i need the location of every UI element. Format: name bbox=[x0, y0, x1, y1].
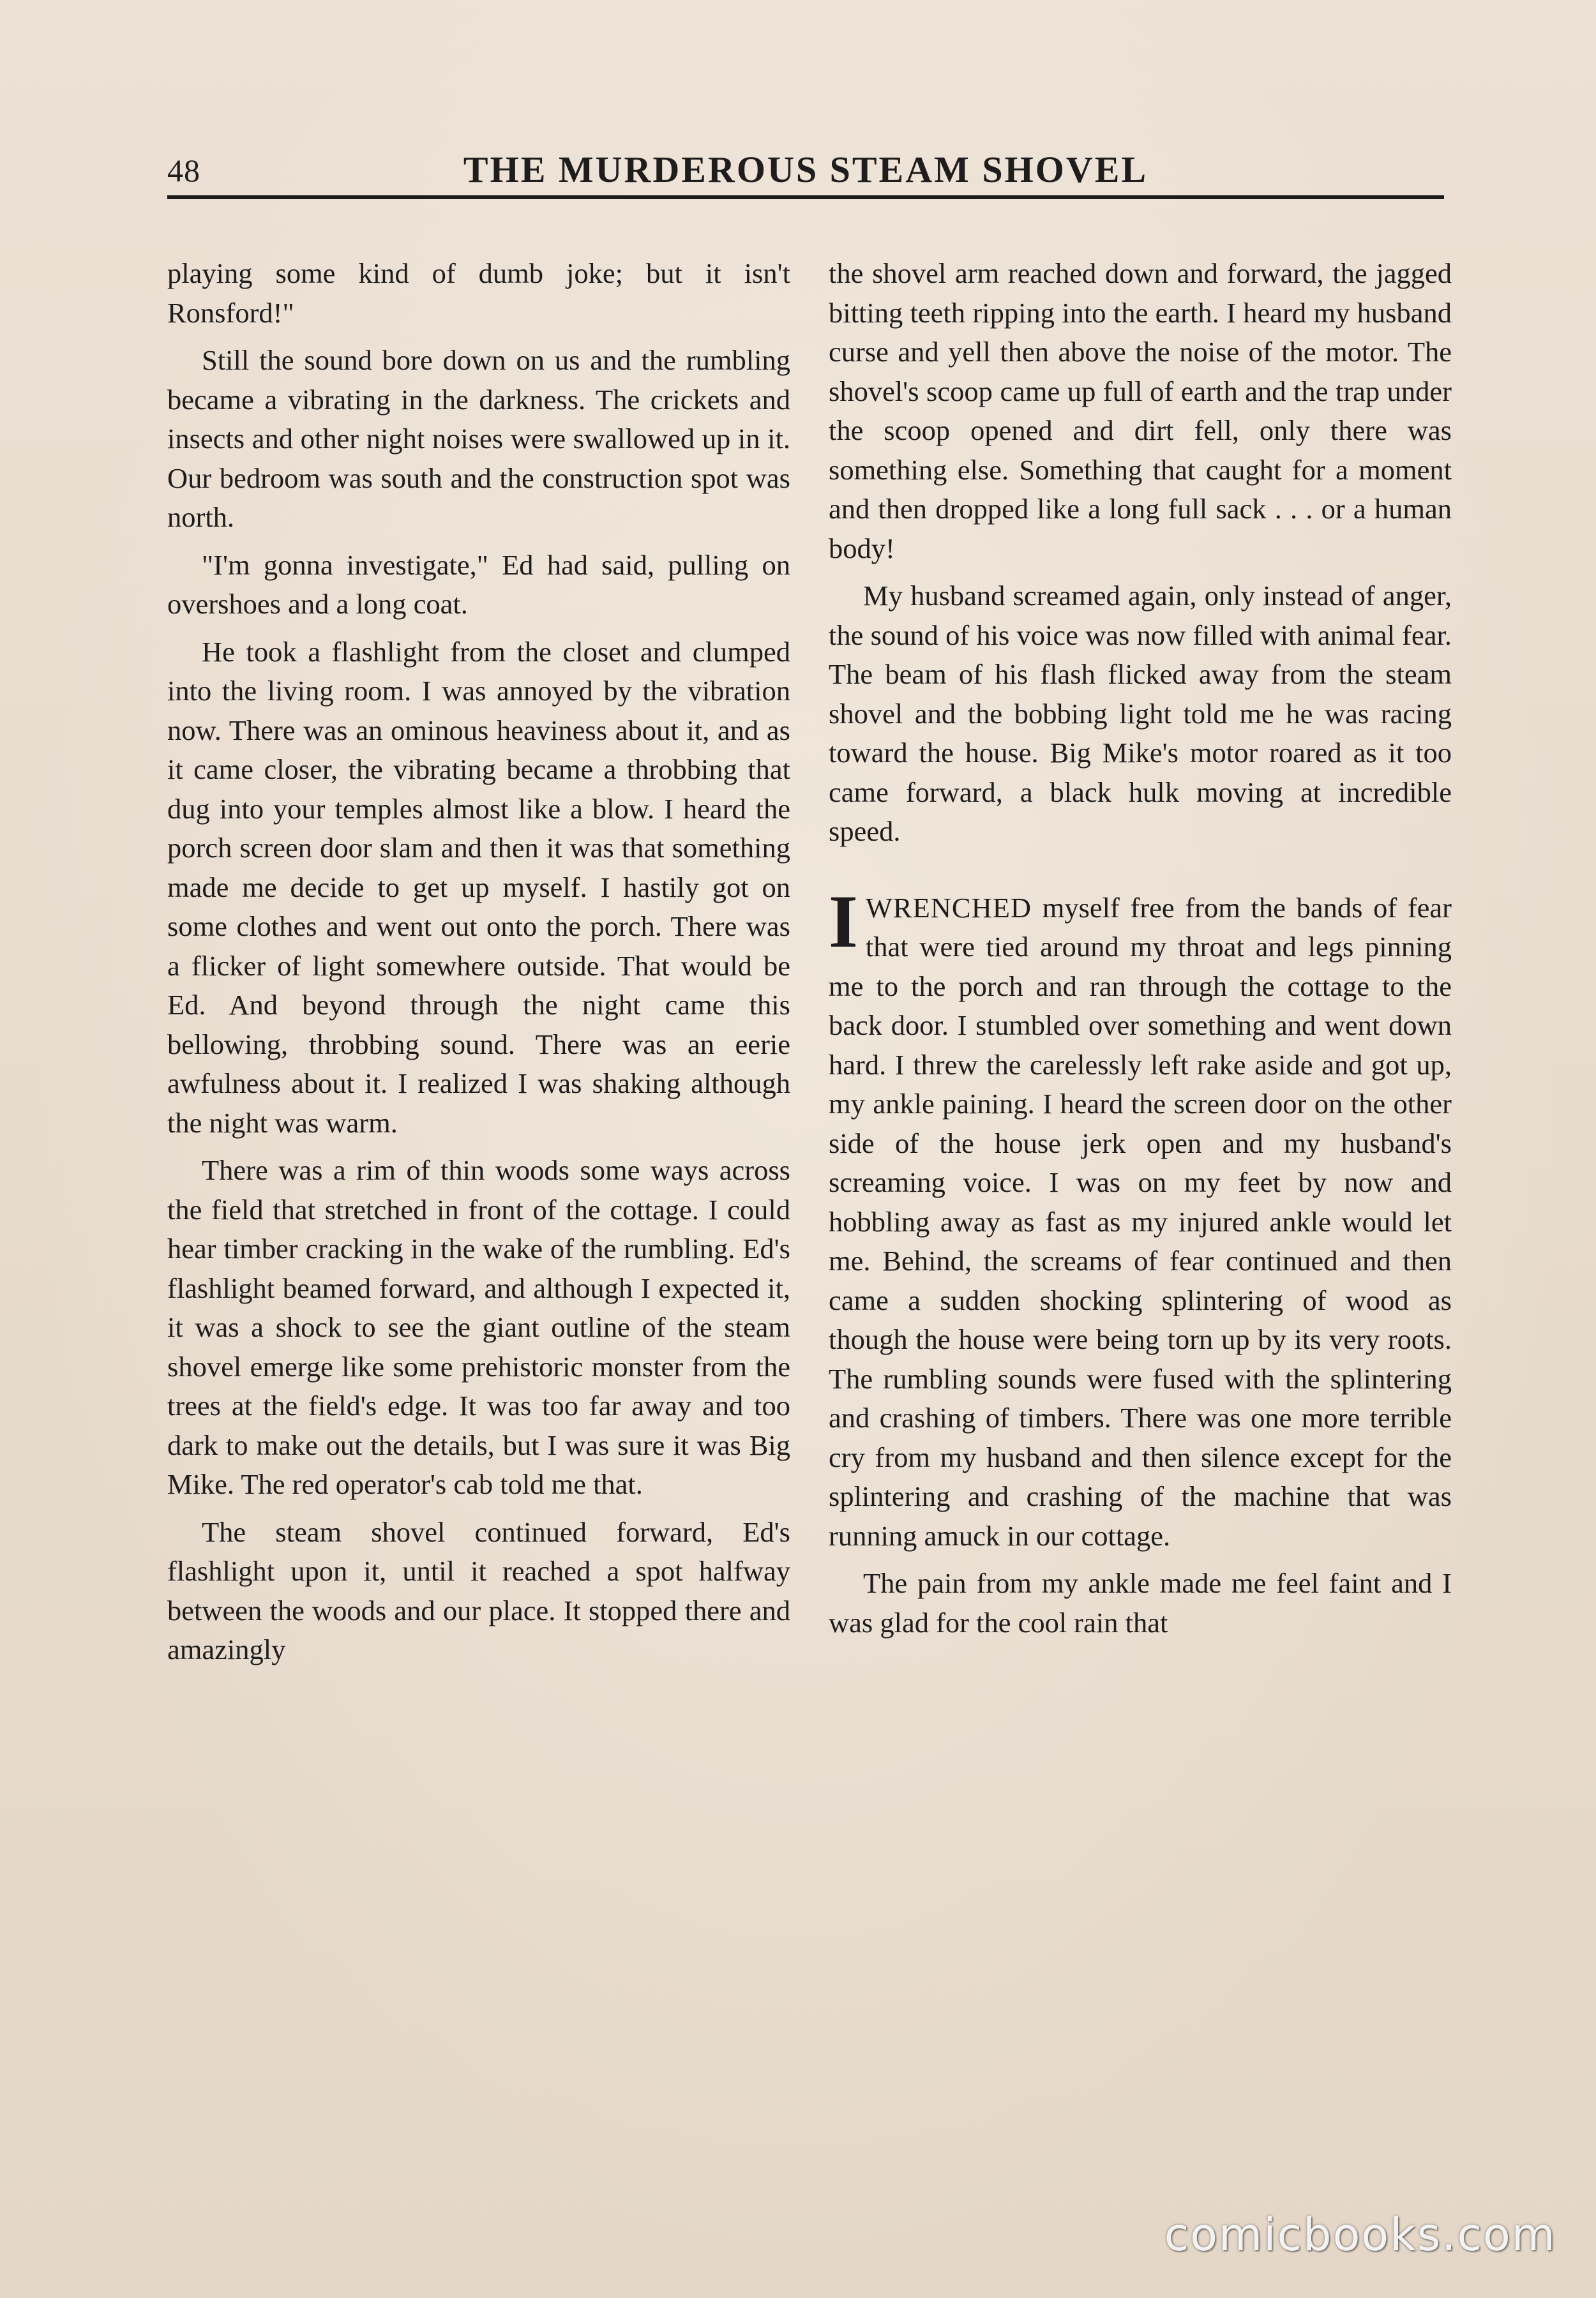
paragraph-woods: There was a rim of thin woods some ways across the field that stretched in front of the cottage. I could hear timber cracking in the wake of the rumbling. Ed's flashlight beamed forward, and although I expected it, it was a shock to see the giant outline of the steam shovel emerge like some prehistoric monster from the trees at the field's edge. It was too far away and too dark to make out the details, but I was sure it was Big Mike. The red operator's cab told me that. bbox=[167, 1154, 790, 1500]
paragraph-shovel-arm: the shovel arm reached down and forward, the jagged bitting teeth ripping into the earth. I heard my husband curse and yell then above the noise of the motor. The shovel's scoop came up full of earth and the trap under the scoop opened and dirt fell, only there was something else. Something that caught for a moment and then dropped like a long full sack . . . or a human body! bbox=[829, 257, 1452, 564]
paragraph-flashlight: He took a flashlight from the closet and clumped into the living room. I was annoyed by the vibration now. There was an ominous heaviness about it, and as it came closer, the vibrating became a throbbing that dug into your temples almost like a blow. I heard the porch screen door slam and then it was that something made me decide to get up myself. I hastily got on some clothes and went out onto the porch. There was a flicker of light somewhere outside. That would be Ed. And beyond through the night came this bellowing, throbbing sound. There was an eerie awfulness about it. I realized I was shaking although the night was warm. bbox=[167, 635, 790, 1139]
paragraph-steam-shovel: The steam shovel continued forward, Ed's flashlight upon it, until it reached a spot halfway between the woods and our place. It stopped there and amazingly bbox=[167, 1515, 790, 1665]
paragraph-sound: Still the sound bore down on us and the rumbling became a vibrating in the darkness. The crickets and insects and other night noises were swallowed up in it. Our bedroom was south and the construction spot was north. bbox=[167, 344, 790, 533]
paragraph-wrenched-text: myself free from the bands of fear that were tied around my throat and legs pinning me to the porch and ran through the cottage to the back door. I stumbled over something and went down hard. I threw the carelessly left rake aside and got up, my ankle paining. I heard the screen door on the other side of the house jerk open and my husband's screaming voice. I was on my feet by now and hobbling away as fast as my injured ankle would let me. Behind, the screams of fear continued and then came a sudden shocking splintering of wood as though the house were being torn up by its very roots. The rumbling sounds were fused with the splintering and crashing of timbers. There was one more terrible cry from my husband and then silence except for the splintering and crashing of the machine that was running amuck in our cottage. bbox=[829, 891, 1452, 1552]
lead-word: WRENCHED bbox=[865, 891, 1032, 924]
page-header bbox=[167, 146, 1444, 203]
right-text-column bbox=[829, 254, 1452, 1642]
left-text-column bbox=[167, 254, 790, 1670]
page-number: 48 bbox=[167, 153, 200, 188]
site-watermark: comicbooks.com bbox=[1164, 2209, 1556, 2261]
running-title: THE MURDEROUS STEAM SHOVEL bbox=[463, 149, 1148, 190]
header-divider bbox=[167, 195, 1444, 199]
paragraph-wrenched bbox=[829, 879, 1452, 1556]
paragraph-continuation: playing some kind of dumb joke; but it isn't Ronsford!" bbox=[167, 257, 790, 329]
paragraph-investigate: "I'm gonna investigate," Ed had said, pulling on overshoes and a long coat. bbox=[167, 548, 790, 620]
paragraph-ankle-pain: The pain from my ankle made me feel faint and I was glad for the cool rain that bbox=[829, 1567, 1452, 1639]
drop-cap: I bbox=[829, 879, 858, 963]
paragraph-husband-screams: My husband screamed again, only instead of anger, the sound of his voice was now filled with animal fear. The beam of his flash flicked away from the steam shovel and the bobbing light told me he was racing toward the house. Big Mike's motor roared as it too came forward, a black hulk moving at incredible speed. bbox=[829, 580, 1452, 847]
